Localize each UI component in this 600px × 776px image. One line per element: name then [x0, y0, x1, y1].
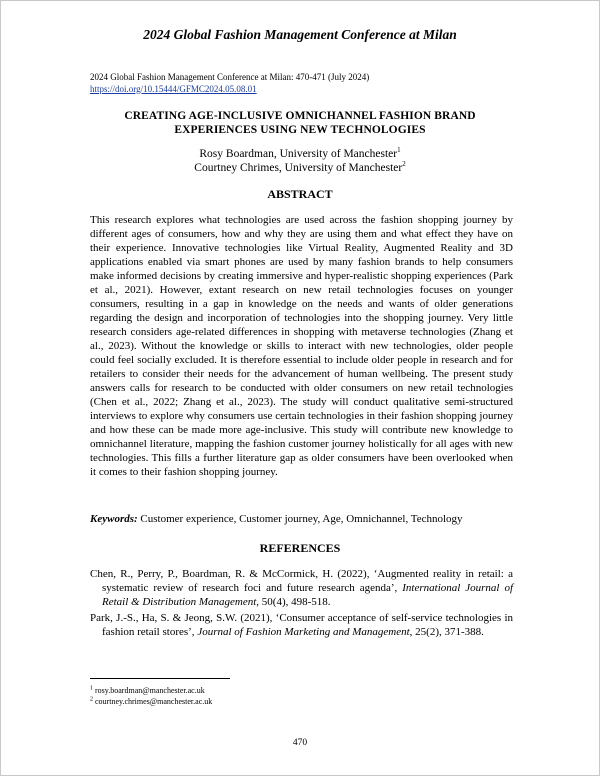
footnote-1-email[interactable]: rosy.boardman@manchester.ac.uk [93, 686, 205, 695]
reference-volume: , 50(4), 498-518. [256, 596, 331, 608]
footnote-2-email[interactable]: courtney.chrimes@manchester.ac.uk [93, 697, 213, 706]
reference-list [90, 567, 513, 641]
author-1-name: Rosy Boardman, University of Manchester [199, 148, 398, 160]
paper-title [1, 109, 599, 137]
footnote-divider [90, 678, 230, 679]
reference-volume: , 25(2), 371-388. [409, 626, 484, 638]
author-2-name: Courtney Chrimes, University of Manchester [194, 162, 403, 174]
footnote-1-mark: 1 [90, 685, 93, 692]
page-number: 470 [292, 738, 308, 748]
author-1-footnote-mark[interactable]: 1 [397, 146, 401, 155]
citation-line: 2024 Global Fashion Management Conference at Milan: 470-471 (July 2024) [90, 72, 370, 82]
keywords-line [90, 512, 513, 526]
abstract-body: This research explores what technologies are used across the fashion shopping journey by different ages of consumers, how and why they are using them and what effect they have on their experience. Innovative technologies like Virtual Reality, Augmented Reality and 3D applications enabled via smart phones are used by many fashion brands to help consumers make informed decisions by creating immersive and hyper-realistic shopping experiences (Park et al., 2021). However, extant research on new retail technologies focuses on younger consumers, resulting in a gap in knowledge on the needs and wants of older generations regarding the design and incorporation of technologies into the shopping journey. Very little research considers age-related differences in shopping with metaverse technologies (Zhang et al., 2023). Without the knowledge or skills to interact with new technologies, older people could feel socially excluded. It is therefore essential to include older people in research and for retailers to consider their needs for the advancement of human wellbeing. The present study answers calls for research to be conducted with older consumers on new retail technologies (Chen et al., 2022; Zhang et al., 2023). The study will conduct qualitative semi-structured interviews to explore why consumers use certain technologies in their fashion shopping journey and how these can be made more age-inclusive. This study will contribute new knowledge to omnichannel literature, mapping the fashion customer journey holistically for all ages with new technologies. This fills a further literature gap as older consumers have been overlooked when it comes to their fashion shopping journey. [90, 214, 513, 478]
abstract-heading: ABSTRACT [267, 187, 333, 201]
reference-text: Park, J.-S., Ha, S. & Jeong, S.W. (2021), ‘Consumer acceptance of self-service technologies in fashion retail stores’, [90, 612, 513, 638]
title-line-1: CREATING AGE-INCLUSIVE OMNICHANNEL FASHION BRAND [124, 110, 476, 122]
reference-text: Chen, R., Perry, P., Boardman, R. & McCormick, H. (2022), ‘Augmented reality in retail: a systematic review of research foci and future research agenda’, [90, 568, 513, 594]
reference-item [90, 567, 513, 609]
keywords-text: Customer experience, Customer journey, Age, Omnichannel, Technology [137, 513, 463, 525]
running-header: 2024 Global Fashion Management Conference at Milan [143, 27, 457, 42]
reference-journal: International Journal of Retail & Distribution Management [102, 582, 513, 608]
reference-journal: Journal of Fashion Marketing and Management [197, 626, 410, 638]
references-heading: REFERENCES [259, 541, 341, 555]
citation-block [90, 72, 369, 95]
reference-item [90, 611, 513, 639]
keywords-label: Keywords: [90, 513, 138, 525]
footnotes [90, 685, 212, 707]
footnote-1 [90, 685, 212, 696]
author-2-footnote-mark[interactable]: 2 [402, 160, 406, 169]
footnote-2 [90, 696, 212, 707]
doi-link[interactable]: https://doi.org/10.15444/GFMC2024.05.08.01 [90, 83, 257, 94]
title-line-2: EXPERIENCES USING NEW TECHNOLOGIES [174, 124, 426, 136]
footnote-2-mark: 2 [90, 696, 93, 703]
author-2 [1, 161, 599, 175]
author-list [1, 147, 599, 175]
author-1 [1, 147, 599, 161]
